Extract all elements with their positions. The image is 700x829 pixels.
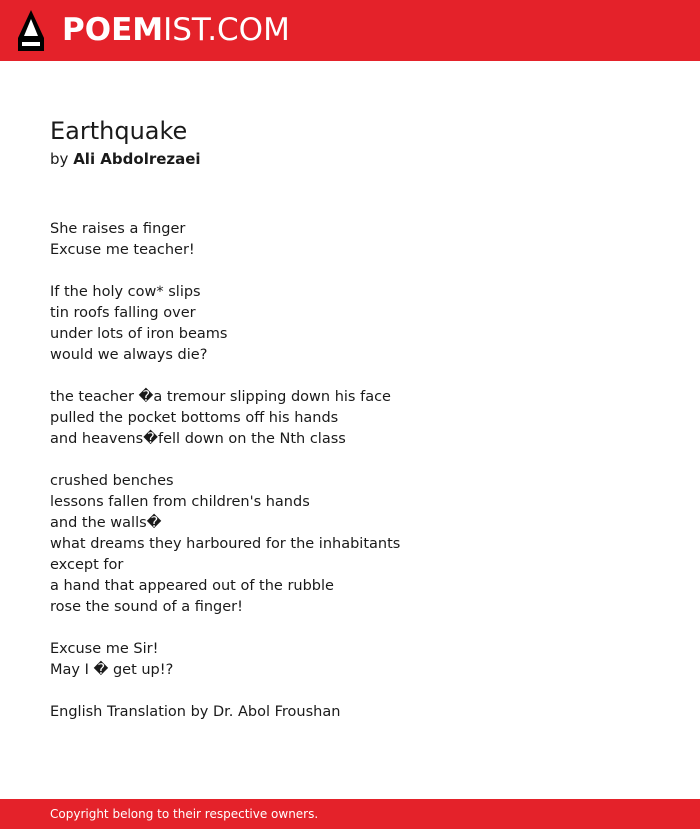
poem-line: lessons fallen from children's hands [50,494,310,510]
poem-line: May I � get up!? [50,662,174,678]
poem-line: what dreams they harboured for the inhabitants [50,536,401,552]
poem-line: rose the sound of a finger! [50,599,243,615]
poem-line: Excuse me teacher! [50,242,195,258]
poem-line: the teacher �a tremour slipping down his face [50,389,391,405]
translation-credit: English Translation by Dr. Abol Froushan [50,704,341,720]
site-footer [0,799,700,829]
copyright-notice: Copyright belong to their respective owners. [50,807,319,821]
by-label: by [50,150,69,168]
pencil-tip-icon[interactable] [18,10,44,51]
poem-line: would we always die? [50,347,208,363]
poem-line: tin roofs falling over [50,305,196,321]
poem-line: Excuse me Sir! [50,641,159,657]
poem-line: pulled the pocket bottoms off his hands [50,410,339,426]
stanza [50,282,670,366]
poem-byline [50,149,201,169]
poem-line: and heavens�fell down on the Nth class [50,431,346,447]
stanza [50,471,670,618]
site-logo-text[interactable] [62,12,290,48]
poem-line: under lots of iron beams [50,326,228,342]
stanza [50,387,670,450]
stanza [50,702,670,723]
poem-line: She raises a finger [50,221,186,237]
stanza [50,639,670,681]
author-name: Ali Abdolrezaei [73,150,201,168]
poem-line: crushed benches [50,473,174,489]
stanza [50,219,670,261]
logo-light-part: IST.COM [163,12,290,48]
poem-line: and the walls� [50,515,162,531]
poem-title: Earthquake [50,117,188,145]
poem-line: a hand that appeared out of the rubble [50,578,334,594]
site-header [0,0,700,61]
poem-line: except for [50,557,124,573]
poem-body [50,219,670,744]
poem-line: If the holy cow* slips [50,284,201,300]
logo-bold-part: POEM [62,12,164,48]
